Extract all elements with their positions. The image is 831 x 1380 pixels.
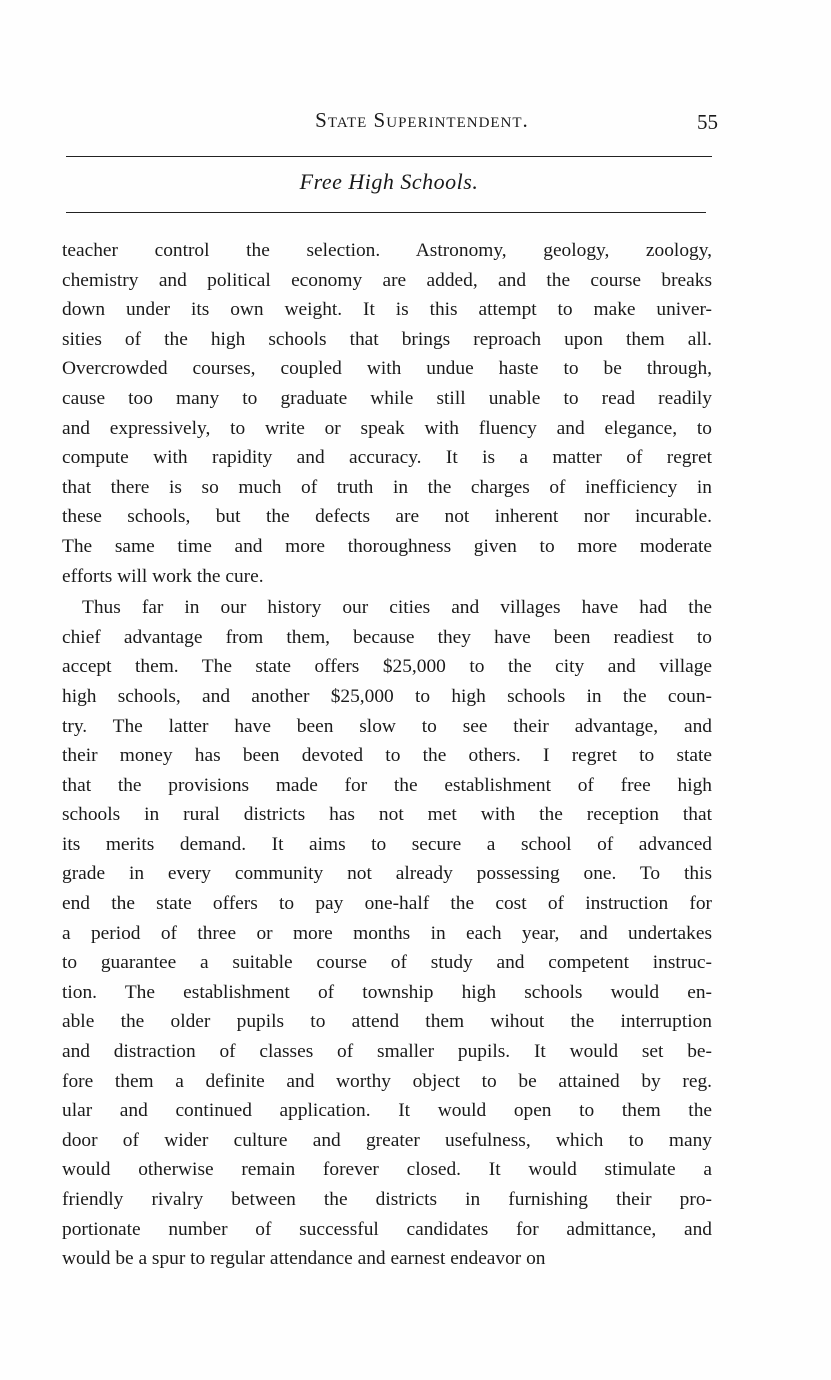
text-line: fore them a definite and worthy object to be attained by reg. <box>62 1070 712 1092</box>
page-number: 55 <box>697 110 718 134</box>
text-line: high schools, and another $25,000 to high schools in the coun- <box>62 685 712 707</box>
running-head <box>62 108 722 138</box>
running-title: State Superintendent. <box>315 108 529 132</box>
text-line: grade in every community not already possessing one. To this <box>62 863 712 885</box>
text-line: try. The latter have been slow to see their advantage, and <box>62 715 712 737</box>
paragraph <box>62 593 712 1274</box>
text-line: a period of three or more months in each year, and undertakes <box>62 922 712 944</box>
text-line: chief advantage from them, because they have been readiest to <box>62 626 712 648</box>
section-heading: Free High Schools. <box>299 169 479 194</box>
text-line: Overcrowded courses, coupled with undue haste to be through, <box>62 358 712 380</box>
paragraph <box>62 236 712 591</box>
text-line: end the state offers to pay one-half the cost of instruction for <box>62 893 712 915</box>
text-line: cause too many to graduate while still unable to read readily <box>62 387 712 409</box>
text-line: would be a spur to regular attendance and earnest endeavor on <box>62 1248 546 1270</box>
text-line: compute with rapidity and accuracy. It is a matter of regret <box>62 447 712 469</box>
text-line: that the provisions made for the establishment of free high <box>62 774 712 796</box>
text-line: schools in rural districts has not met with the reception that <box>62 804 712 826</box>
text-line: these schools, but the defects are not inherent nor incurable. <box>62 506 712 528</box>
text-line: ular and continued application. It would open to them the <box>62 1100 712 1122</box>
text-line: The same time and more thoroughness given to more moderate <box>62 535 712 557</box>
text-line: door of wider culture and greater usefulness, which to many <box>62 1129 712 1151</box>
header-rule-bottom <box>66 212 706 213</box>
text-line: portionate number of successful candidates for admittance, and <box>62 1218 712 1240</box>
text-line: that there is so much of truth in the charges of inefficiency in <box>62 476 712 498</box>
text-line: down under its own weight. It is this attempt to make univer- <box>62 299 712 321</box>
text-line: accept them. The state offers $25,000 to the city and village <box>62 656 712 678</box>
text-line: their money has been devoted to the others. I regret to state <box>62 745 712 767</box>
text-line: sities of the high schools that brings reproach upon them all. <box>62 328 712 350</box>
text-line: chemistry and political economy are added, and the course breaks <box>62 269 712 291</box>
text-line: Thus far in our history our cities and villages have had the <box>82 597 712 619</box>
text-line: able the older pupils to attend them wihout the interruption <box>62 1011 712 1033</box>
text-line: and distraction of classes of smaller pupils. It would set be- <box>62 1041 712 1063</box>
text-line: tion. The establishment of township high schools would en- <box>62 981 712 1003</box>
text-line: efforts will work the cure. <box>62 565 264 587</box>
header-rule-top <box>66 156 712 157</box>
text-line: teacher control the selection. Astronomy, geology, zoology, <box>62 240 712 261</box>
text-line: friendly rivalry between the districts in furnishing their pro- <box>62 1189 712 1210</box>
text-line: and expressively, to write or speak with fluency and elegance, to <box>62 417 712 439</box>
text-line: to guarantee a suitable course of study and competent instruc- <box>62 952 712 974</box>
text-line: its merits demand. It aims to secure a school of advanced <box>62 833 712 855</box>
body-text <box>62 236 712 1274</box>
text-line: would otherwise remain forever closed. It would stimulate a <box>62 1159 712 1181</box>
